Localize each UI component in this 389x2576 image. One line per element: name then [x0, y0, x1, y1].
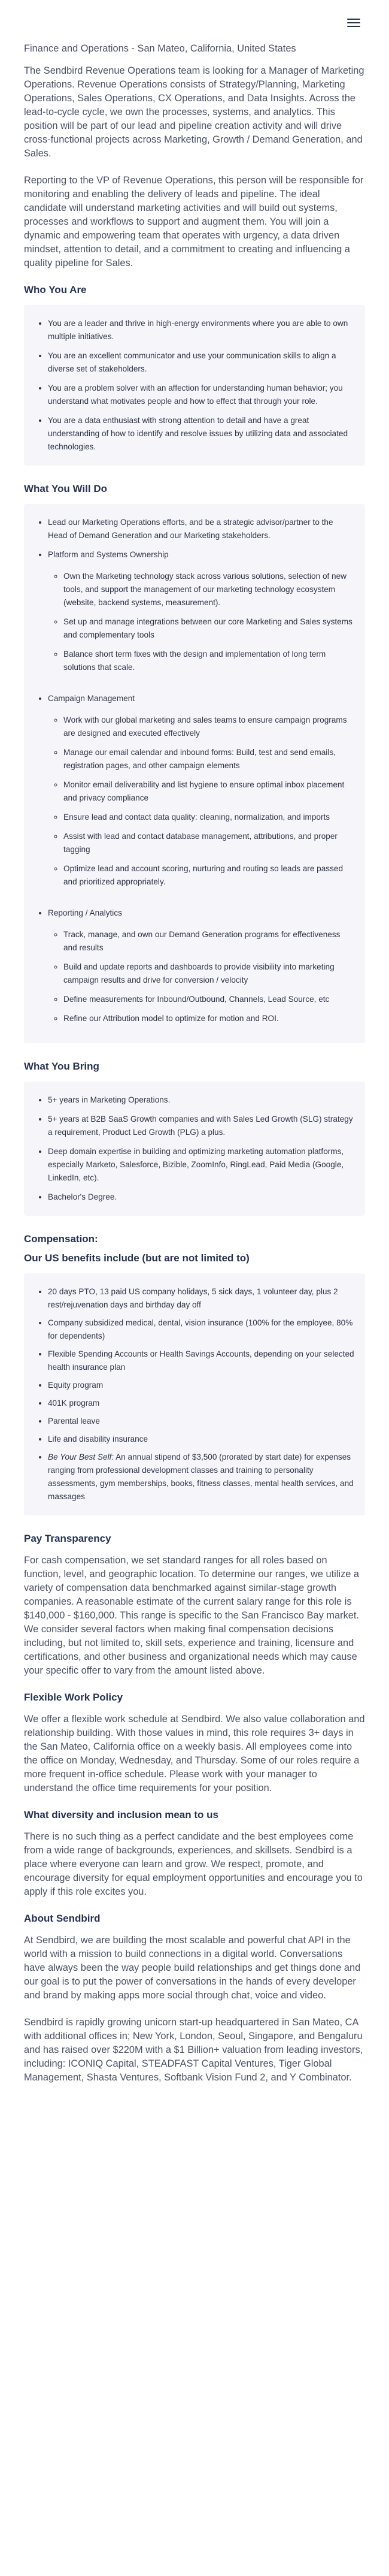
list-item: ◦ Assist with lead and contact database management, attributions, and proper tagging: [63, 830, 354, 856]
intro-paragraph: The Sendbird Revenue Operations team is looking for a Manager of Marketing Operations. Revenue Operations consists of Strategy/Planning, Marketing Operations, Sales Operations, CX Operations, and Data Insights. Across the lead-to-cycle cycle, we own the processes, systems, and analytics. This position will be part of our lead and pipeline creation activity and will drive cross-functional projects across Marketing, Growth / Demand Generation, and Sales.: [24, 65, 364, 159]
hamburger-menu-icon[interactable]: [345, 16, 363, 30]
group-label: Campaign Management: [48, 694, 135, 703]
list-item: ◦ Build and update reports and dashboards to provide visibility into marketing campaign results and drive for conversion / velocity: [63, 961, 354, 987]
list-item: • 20 days PTO, 13 paid US company holidays, 5 sick days, 1 volunteer day, plus 2 rest/rejuvenation days and birthday day off: [48, 1285, 354, 1312]
group-label: Platform and Systems Ownership: [48, 550, 169, 559]
section-title-what-you-will-do: What You Will Do: [24, 483, 107, 494]
about-paragraph: At Sendbird, we are building the most scalable and powerful chat API in the world with a mission to build connections in a digital world. Conversations have always been the way people build relationships and get things done and our goal is to put the power of conversations in the hands of every developer and brand by making apps more social through chat, voice and video.: [24, 1935, 361, 2001]
list-item: • You are a data enthusiast with strong attention to detail and have a great understanding of how to identify and resolve issues by utilizing data and associated technologies.: [48, 414, 354, 454]
list-item: ◦ Track, manage, and own our Demand Generation programs for effectiveness and results: [63, 928, 354, 955]
pay-transparency-text: For cash compensation, we set standard ranges for all roles based on function, level, and geographic location. To determine our ranges, we utilize a variety of compensation data benchmarked against similar-stage growth companies. A reasonable estimate of the current salary range for this role is $140,000 - $160,000. This range is specific to the San Francisco Bay market. We consider several factors when making final compensation decisions including, but not limited to, skill sets, experience and training, licensure and certifications, and other business and organizational needs which may cause your specific offer to vary from the amount listed above.: [24, 1555, 360, 1676]
list-item: ◦ Set up and manage integrations between our core Marketing and Sales systems and complementary tools: [63, 615, 354, 642]
list-item: ◦ Ensure lead and contact data quality: cleaning, normalization, and imports: [63, 811, 354, 824]
about-paragraph: Sendbird is rapidly growing unicorn start-up headquartered in San Mateo, CA with additional offices in; New York, London, Seoul, Singapore, and Bengaluru and has raised over $220M with a $1 Billion+ valuation from leading investors, including: ICONIQ Capital, STEADFAST Capital Ventures, Tiger Global Management, Shasta Ventures, Softbank Vision Fund 2, and Y Combinator.: [24, 2017, 363, 2083]
list-item: • 5+ years at B2B SaaS Growth companies and with Sales Led Growth (SLG) strategy a requirement, Product Led Growth (PLG) a plus.: [48, 1113, 354, 1139]
section-title-diversity: What diversity and inclusion mean to us: [24, 1809, 218, 1820]
list-item: • You are an excellent communicator and use your communication skills to align a diverse set of stakeholders.: [48, 349, 354, 376]
list-item: • You are a leader and thrive in high-energy environments where you are able to own multiple initiatives.: [48, 317, 354, 343]
list-item: [48, 692, 354, 889]
top-bar: [0, 0, 389, 42]
benefits-title: Our US benefits include (but are not limited to): [24, 1252, 250, 1264]
list-item: ◦ Own the Marketing technology stack across various solutions, selection of new tools, and support the management of our marketing technology ecosystem (website, backend systems, measurement).: [63, 570, 354, 609]
list-item: • Lead our Marketing Operations efforts, and be a strategic advisor/partner to the Head of Demand Generation and our Marketing stakeholders.: [48, 516, 354, 542]
diversity-text: There is no such thing as a perfect candidate and the best employees come from a wide range of backgrounds, experiences, and skillsets. Sendbird is a place where everyone can learn and grow. We respect, promote, and encourage diversity for equal employment opportunities and encourage you to apply if this role excites you.: [24, 1831, 363, 1897]
list-item: [48, 907, 354, 1025]
list-item: • Flexible Spending Accounts or Health Savings Accounts, depending on your selected health insurance plan: [48, 1348, 354, 1374]
section-title-flexible-work: Flexible Work Policy: [24, 1692, 123, 1703]
list-item: ◦ Monitor email deliverability and list hygiene to ensure optimal inbox placement and privacy compliance: [63, 778, 354, 805]
section-title-compensation: Compensation:: [24, 1233, 98, 1245]
list-item: • Parental leave: [48, 1415, 354, 1428]
job-description: [24, 42, 365, 2098]
list-item: • Life and disability insurance: [48, 1433, 354, 1446]
list-item: ◦ Balance short term fixes with the design and implementation of long term solutions that scale.: [63, 648, 354, 674]
list-item: • You are a problem solver with an affection for understanding human behavior; you understand what motivates people and how to effect that through your role.: [48, 382, 354, 408]
list-item: • Equity program: [48, 1379, 354, 1392]
list-item: [48, 1451, 354, 1503]
list-item: • Deep domain expertise in building and optimizing marketing automation platforms, especially Marketo, Salesforce, Bizible, ZoomInfo, RingLead, Paid Media (Google, LinkedIn, etc).: [48, 1145, 354, 1185]
list-item: ◦ Refine our Attribution model to optimize for motion and ROI.: [63, 1012, 354, 1025]
list-item: [48, 548, 354, 674]
stipend-label: Be Your Best Self:: [48, 1452, 114, 1461]
section-title-pay-transparency: Pay Transparency: [24, 1533, 111, 1544]
list-item: ◦ Optimize lead and account scoring, nurturing and routing so leads are passed and prioritized appropriately.: [63, 862, 354, 889]
job-location: Finance and Operations - San Mateo, California, United States: [24, 43, 296, 54]
list-item: • 5+ years in Marketing Operations.: [48, 1094, 354, 1107]
flexible-work-text: We offer a flexible work schedule at Sendbird. We also value collaboration and relationship building. With those values in mind, this role requires 3+ days in the San Mateo, California office on a weekly basis. All employees come into the office on Monday, Wednesday, and Thursday. Some of our roles require a more frequent in-office schedule. Please work with your manager to understand the office time requirements for your position.: [24, 1714, 365, 1793]
section-title-what-you-bring: What You Bring: [24, 1061, 99, 1072]
stipend-text: An annual stipend of $3,500 (prorated by start date) for expenses ranging from professional development classes and training to personality assessments, gym memberships, books, fitness classes, mental health services, and massages: [48, 1452, 354, 1501]
list-item: ◦ Manage our email calendar and inbound forms: Build, test and send emails, registration pages, and other campaign elements: [63, 746, 354, 772]
list-item: ◦ Define measurements for Inbound/Outbound, Channels, Lead Source, etc: [63, 993, 354, 1006]
who-you-are-box: [24, 305, 365, 466]
list-item: • Bachelor's Degree.: [48, 1191, 354, 1204]
section-title-who-you-are: Who You Are: [24, 284, 87, 295]
what-you-will-do-box: [24, 504, 365, 1043]
list-item: ◦ Work with our global marketing and sales teams to ensure campaign programs are designed and executed effectively: [63, 714, 354, 740]
list-item: • Company subsidized medical, dental, vision insurance (100% for the employee, 80% for dependents): [48, 1316, 354, 1343]
benefits-box: [24, 1273, 365, 1515]
group-label: Reporting / Analytics: [48, 908, 122, 917]
list-item: • 401K program: [48, 1397, 354, 1410]
what-you-bring-box: [24, 1082, 365, 1216]
intro-paragraph: Reporting to the VP of Revenue Operations, this person will be responsible for monitoring and enabling the delivery of leads and pipeline. The ideal candidate will understand marketing activities and will build out systems, processes and workflows to support and augment them. You will join a dynamic and empowering team that operates with urgency, a data driven mindset, attention to detail, and a commitment to creating and influencing a quality pipeline for Sales.: [24, 175, 364, 268]
section-title-about: About Sendbird: [24, 1913, 101, 1924]
